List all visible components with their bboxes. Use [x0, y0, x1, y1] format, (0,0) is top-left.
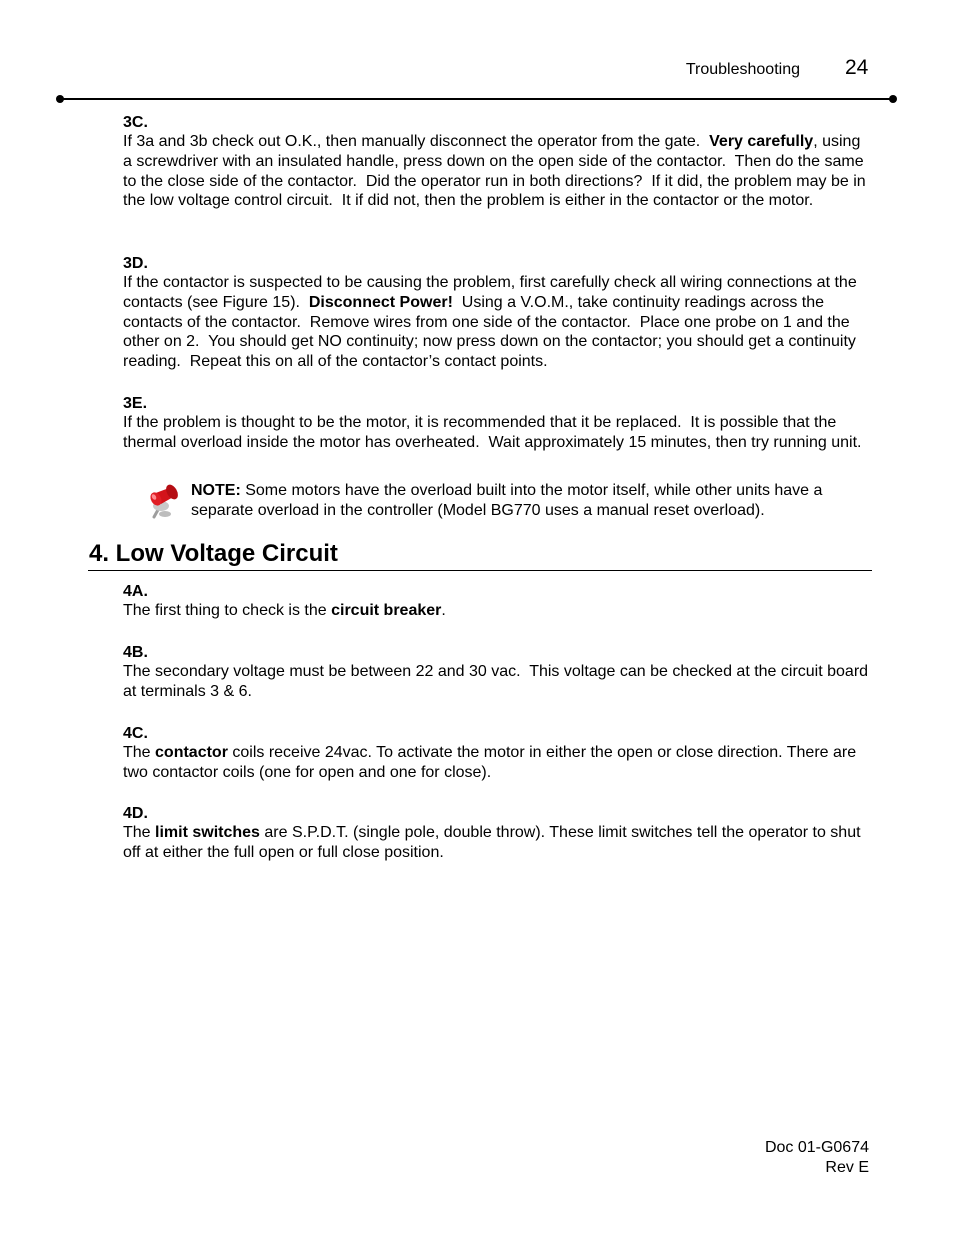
footer: [765, 1138, 869, 1178]
block-heading: 3D.: [123, 255, 148, 272]
block-text: If the contactor is suspected to be causing the problem, first carefully check all wiring connections at the contacts (see Figure 15). Disconnect Power! Using a V.O.M., take continuity readings across the contacts of the contactor. Remove wires from one side of the contactor. Place one probe on 1 and the other on 2. You should get NO continuity; now press down on the contactor; you should get a continuity reading. Repeat this on all of the contactor’s contact points.: [123, 274, 857, 371]
block-text: If 3a and 3b check out O.K., then manually disconnect the operator from the gate. Very carefully, using a screwdriver with an insulated handle, press down on the open side of the contactor. Then do the same to the close side of the contactor. Did the operator run in both directions? If it did, the problem may be in the low voltage control circuit. It if did not, then the problem is either in the contactor or the motor.: [123, 133, 866, 210]
pushpin-icon: [145, 480, 181, 520]
note-label: NOTE:: [191, 482, 241, 499]
note-text: [191, 481, 876, 521]
block-4b: [123, 643, 873, 702]
block-3d: [123, 254, 873, 372]
block-heading: 4C.: [123, 725, 148, 742]
block-3e: [123, 394, 873, 453]
block-heading: 4D.: [123, 805, 148, 822]
block-text: If the problem is thought to be the motor, it is recommended that it be replaced. It is possible that the thermal overload inside the motor has overheated. Wait approximately 15 minutes, then try running unit.: [123, 414, 862, 451]
section-rule: [88, 570, 872, 571]
header-rule-right-dot: [889, 95, 897, 103]
block-heading: 4B.: [123, 644, 148, 661]
page-number: 24: [845, 56, 869, 79]
block-text: The contactor coils receive 24vac. To activate the motor in either the open or close direction. There are two contactor coils (one for open and one for close).: [123, 744, 857, 781]
block-heading: 4A.: [123, 583, 148, 600]
block-4d: [123, 804, 873, 863]
block-text: The secondary voltage must be between 22 and 30 vac. This voltage can be checked at the circuit board at terminals 3 & 6.: [123, 663, 869, 700]
block-4a: [123, 582, 873, 621]
note-body: Some motors have the overload built into the motor itself, while other units have a separate overload in the controller (Model BG770 uses a manual reset overload).: [191, 482, 823, 519]
block-text: The limit switches are S.P.D.T. (single pole, double throw). These limit switches tell the operator to shut off at either the full open or full close position.: [123, 824, 861, 861]
running-header-section: Troubleshooting: [685, 61, 800, 78]
section-title: 4. Low Voltage Circuit: [89, 540, 338, 567]
footer-doc-number: Doc 01-G0674: [764, 1139, 869, 1156]
block-heading: 3C.: [123, 114, 148, 131]
footer-revision: Rev E: [825, 1159, 869, 1176]
header-rule: [60, 98, 893, 100]
block-text: The first thing to check is the circuit breaker.: [123, 602, 446, 619]
block-3c: [123, 113, 873, 211]
block-heading: 3E.: [123, 395, 148, 412]
block-4c: [123, 724, 873, 783]
